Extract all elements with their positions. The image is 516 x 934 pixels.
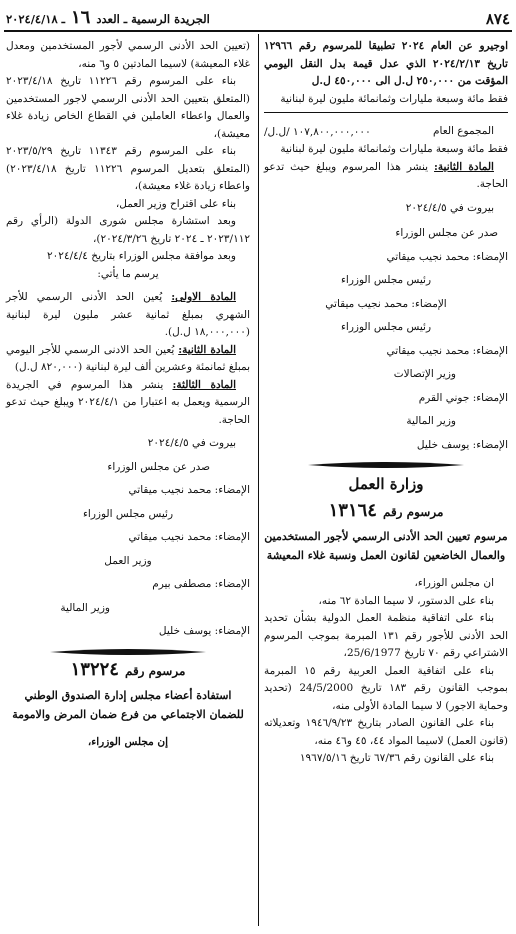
- left-para-2: بناء على المرسوم رقم ١١٣٤٣ تاريخ ٢٠٢٣/٥/٢٩ (المتعلق بتعديل المرسوم ١١٢٢٦ تاريخ ٢٠٢٣/٤/١٨) واعطاء زيادة غلاء معيشة)،: [6, 145, 250, 192]
- signature-1: الإمضاء: محمد نجيب ميقاتي: [386, 250, 508, 263]
- gazette-title: الجريدة الرسمية ـ العدد: [96, 11, 210, 26]
- left-divider-ornament: [48, 647, 208, 657]
- article-2: [264, 159, 508, 194]
- left-para-1: بناء على المرسوم رقم ١١٢٢٦ تاريخ ٢٠٢٣/٤/١٨ (المتعلق بتعيين الحد الأدنى الرسمي لاجور المستخدمين والعمال واعطاء العاملين في القطاع الخاص زيادة غلاء معيشة)،: [6, 75, 250, 140]
- art-2: [6, 342, 250, 377]
- left-decree-number-line: [6, 658, 250, 681]
- art-3: [6, 377, 250, 430]
- art-1: [6, 289, 250, 342]
- pm-title: رئيس مجلس الوزراء: [340, 274, 432, 286]
- signature-5: الإمضاء: يوسف خليل: [416, 438, 508, 451]
- art-1-label: المادة الاولى:: [171, 291, 236, 303]
- decree-label: مرسوم رقم: [382, 504, 444, 519]
- left-section-divider: [6, 647, 250, 657]
- preamble-2: بناء على اتفاقية منظمة العمل الدولية بشأن تحديد الحد الأدنى للأجور رقم ١٣١ المبرمة بموجب المرسوم الاشتراعي رقم ٧٠ تاريخ 25/6/1977،: [264, 612, 508, 659]
- decree-number-line: [264, 499, 508, 522]
- left-signature-4: الإمضاء: يوسف خليل: [158, 625, 250, 637]
- amount-words: فقط مائة وسبعة مليارات وثمانمائة مليون ليرة لبنانية: [264, 91, 508, 114]
- divider-ornament: [306, 460, 466, 470]
- art-1-text: يُعين الحد الأدنى الرسمي للأجر الشهري بمبلغ ثمانية عشر مليون ليرة لبنانية (١٨,٠٠٠,٠٠٠ ل.ل).: [6, 291, 250, 338]
- issued-by: صدر عن مجلس الوزراء: [395, 227, 498, 239]
- pm-title-2: رئيس مجلس الوزراء: [340, 321, 432, 333]
- issue-number: ١٦: [71, 6, 91, 28]
- preamble-5: بناء على القانون رقم ٦٧/٣٦ تاريخ ١٩٦٧/٥/١٦: [299, 752, 494, 764]
- total-words: فقط مائة وسبعة مليارات وثمانمائة مليون ليرة لبنانية: [280, 143, 508, 155]
- column-divider: [258, 34, 259, 926]
- decree-title: مرسوم تعيين الحد الأدنى الرسمي لأجور المستخدمين والعمال الخاضعين لقانون العمل ونسبة غلاء المعيشة: [264, 530, 508, 562]
- preamble-0: ان مجلس الوزراء،: [414, 577, 494, 589]
- left-column: [6, 38, 250, 752]
- decree-number: ١٣١٦٤: [328, 499, 377, 521]
- preamble-3: بناء على اتفاقية العمل العربية رقم ١٥ المبرمة بموجب القانون رقم ١٨٣ تاريخ 24/5/2000 (تحديد وحماية الاجور) لا سيما المادة الأولى منه،: [264, 664, 508, 712]
- signature-3: الإمضاء: محمد نجيب ميقاتي: [386, 344, 508, 357]
- left-decree-title: استفادة أعضاء مجلس إدارة الصندوق الوطني للضمان الاجتماعي من فرع ضمان المرض والامومة: [12, 689, 244, 721]
- left-issued-by: صدر عن مجلس الوزراء: [107, 460, 210, 473]
- signature-4: الإمضاء: جوني القرم: [418, 391, 508, 404]
- left-para-0: (تعيين الحد الأدنى الرسمي لأجور المستخدمين ومعدل غلاء المعيشة) لاسيما المادتين ٥ و٦ منه،: [6, 40, 250, 70]
- left-pm-title: رئيس مجلس الوزراء: [82, 507, 174, 520]
- left-para-3: بناء على اقتراح وزير العمل،: [115, 197, 236, 210]
- preamble-1: بناء على الدستور، لا سيما المادة ٦٢ منه،: [318, 594, 494, 607]
- left-finance-title: وزير المالية: [60, 601, 110, 614]
- article-2-label: المادة الثانية:: [434, 160, 494, 173]
- ministry-heading: وزارة العمل: [348, 475, 424, 493]
- section-divider: [264, 460, 508, 470]
- telecom-title: وزير الإتصالات: [393, 368, 456, 380]
- left-para-4: وبعد استشارة مجلس شورى الدولة (الرأي رقم ٢٠٢٣/١١٢ ـ ٢٠٢٤ تاريخ ٢٠٢٤/٣/٢٦)،: [6, 215, 250, 245]
- art-3-label: المادة الثالثة:: [172, 378, 237, 391]
- labour-title: وزير العمل: [104, 554, 152, 567]
- page-number: ٨٧٤: [485, 9, 510, 28]
- header-issue: [6, 6, 210, 29]
- decrees-following: يرسم ما يأتي:: [97, 267, 159, 280]
- left-signature-3: الإمضاء: مصطفى بيرم: [152, 578, 250, 590]
- preamble-4: بناء على القانون الصادر بتاريخ ١٩٤٦/٩/٢٣ وتعديلاته (قانون العمل) لاسيما المواد ٤٤، ٤٥ و٤٦ منه،: [264, 717, 508, 747]
- art-2-text: يُعين الحد الادنى الرسمي للأجر اليومي بمبلغ ثمانمئة وعشرين ألف ليرة لبنانية (٨٢٠,٠٠٠ ل.ل): [6, 343, 250, 373]
- header-rule: [4, 30, 512, 32]
- total-value: ١٠٧,٨٠٠,٠٠٠,٠٠٠ /ل.ل/: [264, 125, 371, 138]
- finance-title: وزير المالية: [406, 415, 456, 427]
- right-column: [264, 38, 508, 768]
- signature-2: الإمضاء: محمد نجيب ميقاتي: [325, 297, 447, 310]
- total-label: المجموع العام: [433, 125, 494, 137]
- header-title-block: [486, 11, 510, 29]
- left-place-date: بيروت في ٢٠٢٤/٤/٥: [147, 437, 236, 449]
- art-3-text: ينشر هذا المرسوم في الجريدة الرسمية ويعمل به اعتبارا من ٢٠٢٤/٤/١ ويبلغ حيث تدعو الحاجة.: [6, 378, 250, 426]
- left-closing: إن مجلس الوزراء،: [87, 736, 169, 748]
- article-2-text: ينشر هذا المرسوم ويبلغ حيث تدعو الحاجة.: [264, 160, 508, 190]
- left-signature-1: الإمضاء: محمد نجيب ميقاتي: [128, 484, 250, 496]
- left-para-5: وبعد موافقة مجلس الوزراء بتاريخ ٢٠٢٤/٤/٤: [47, 250, 236, 262]
- left-signature-2: الإمضاء: محمد نجيب ميقاتي: [128, 531, 250, 543]
- page-header: [6, 6, 510, 28]
- left-decree-label: مرسوم رقم: [124, 663, 186, 678]
- intro-text: اوجيرو عن العام ٢٠٢٤ تطبيقا للمرسوم رقم ١٢٩٦٦ تاريخ ٢٠٢٤/٢/١٣ الذي عدل قيمة بدل النقل اليومي المؤقت من ٢٥٠,٠٠٠ ل.ل الى ٤٥٠,٠٠٠ ل.ل: [264, 40, 508, 87]
- left-decree-number: ١٣٢٢٤: [70, 658, 119, 680]
- place-date: بيروت في ٢٠٢٤/٤/٥: [405, 201, 494, 214]
- art-2-label: المادة الثانية:: [178, 343, 236, 356]
- issue-date: ـ ٢٠٢٤/٤/١٨: [6, 11, 66, 26]
